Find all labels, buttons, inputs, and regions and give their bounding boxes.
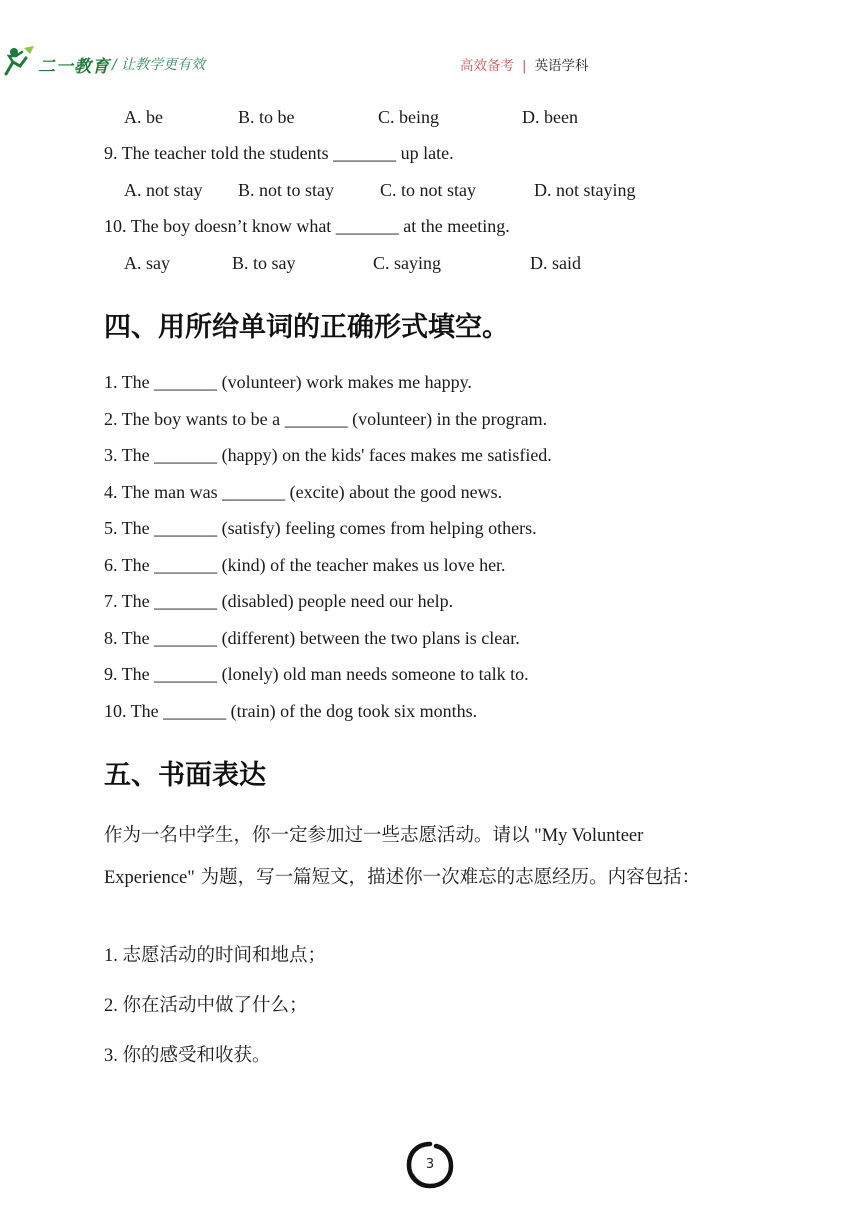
option: D. been bbox=[522, 107, 578, 127]
list-item: 9. The _______ (lonely) old man needs someone to talk to. bbox=[104, 664, 529, 684]
prompt-en: Experience" bbox=[104, 868, 195, 888]
point-text: 志愿活动的时间和地点； bbox=[122, 945, 327, 966]
point-text: 你的感受和收获。 bbox=[122, 1045, 271, 1066]
list-item bbox=[104, 1044, 271, 1068]
prompt-cn: 作为一名中学生，你一定参加过一些志愿活动。请以 bbox=[104, 825, 530, 846]
section-4-title: 四、用所给单词的正确形式填空。 bbox=[104, 312, 509, 343]
option: C. saying bbox=[373, 253, 442, 273]
option: B. to be bbox=[238, 107, 295, 127]
list-item: 8. The _______ (different) between the two plans is clear. bbox=[104, 628, 520, 648]
list-item: 10. The _______ (train) of the dog took six months. bbox=[104, 701, 478, 721]
list-item bbox=[104, 994, 308, 1018]
list-item: 1. The _______ (volunteer) work makes me happy. bbox=[104, 372, 472, 392]
section-5-title: 五、书面表达 bbox=[104, 760, 266, 791]
question-stem: 10. The boy doesn’t know what _______ at the meeting. bbox=[104, 216, 510, 236]
writing-prompt-line-1 bbox=[104, 824, 643, 848]
point-number: 3. bbox=[104, 1046, 123, 1066]
point-number: 2. bbox=[104, 996, 123, 1016]
option: D. not staying bbox=[534, 180, 636, 200]
option: D. said bbox=[530, 253, 581, 273]
brand-slogan: / 让教学更有效 bbox=[112, 57, 206, 73]
list-item: 4. The man was _______ (excite) about the good news. bbox=[104, 482, 503, 502]
subject-left: 高效备考 bbox=[460, 58, 514, 74]
list-item: 6. The _______ (kind) of the teacher makes us love her. bbox=[104, 555, 506, 575]
brand-logo-text: 二一教育 bbox=[38, 57, 110, 77]
point-text: 你在活动中做了什么； bbox=[122, 995, 308, 1016]
page-number-badge bbox=[403, 1138, 457, 1192]
list-item: 7. The _______ (disabled) people need our help. bbox=[104, 591, 454, 611]
list-item bbox=[104, 944, 326, 968]
option: C. to not stay bbox=[380, 180, 477, 200]
prompt-cn: 为题，写一篇短文，描述你一次难忘的志愿经历。内容包括： bbox=[194, 867, 701, 888]
list-item: 5. The _______ (satisfy) feeling comes from helping others. bbox=[104, 518, 537, 538]
prompt-en: "My Volunteer bbox=[529, 826, 644, 846]
point-number: 1. bbox=[104, 946, 123, 966]
option: A. be bbox=[124, 107, 163, 127]
question-stem: 9. The teacher told the students _______ up late. bbox=[104, 143, 454, 163]
option: B. to say bbox=[232, 253, 296, 273]
writing-prompt-line-2 bbox=[104, 866, 700, 890]
list-item: 2. The boy wants to be a _______ (volunteer) in the program. bbox=[104, 409, 548, 429]
subject-label bbox=[460, 54, 589, 74]
subject-separator: | bbox=[522, 58, 527, 74]
option: C. being bbox=[378, 107, 439, 127]
subject-right: 英语学科 bbox=[534, 58, 589, 74]
option: A. say bbox=[124, 253, 170, 273]
option: A. not stay bbox=[124, 180, 203, 200]
list-item: 3. The _______ (happy) on the kids' faces makes me satisfied. bbox=[104, 445, 552, 465]
option: B. not to stay bbox=[238, 180, 335, 200]
page-header bbox=[0, 0, 860, 90]
page-number: 3 bbox=[425, 1157, 435, 1172]
